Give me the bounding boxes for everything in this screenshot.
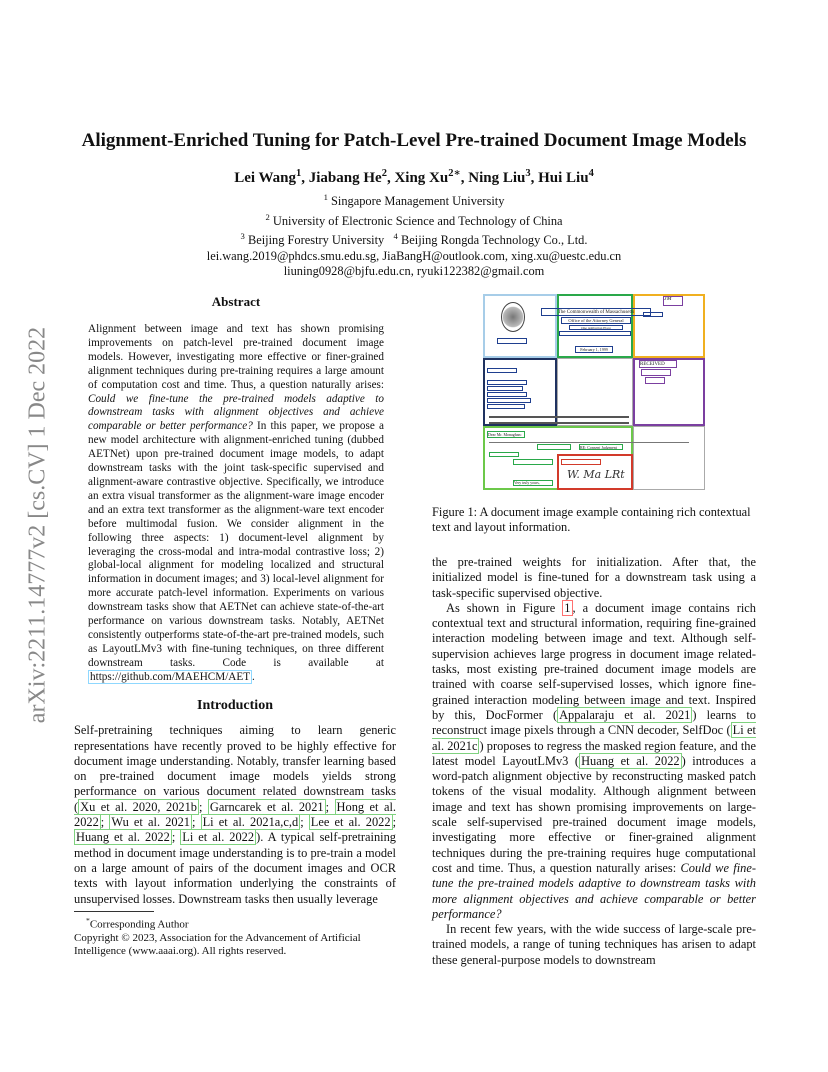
doc-token [645,377,665,384]
doc-token [487,386,523,391]
copyright-notice: Copyright © 2023, Association for the Advancement of Artificial Intelligence (www.aaai.org). All rights reserved. [74,931,361,957]
research-question: Could we fine-tune the pre-trained models adaptive to downstream tasks with more alignment objectives and achieve comparable or better performance? [432,860,756,921]
abstract-body: Alignment between image and text has shown promising improvements on patch-level pre-trained document image models. However, investigating more effective or finer-grained alignment techniques during pre-training requires a large amount of computation cost and time. Thus, a question naturally arises: Could we fine-tune the pre-trained models adaptive to downstream tasks with alignment objectives and achieve comparable or better performance? In this paper, we propose a new model architecture with alignment-enriched tuning (dubbed AETNet) upon pre-trained document image models, to adapt downstream tasks with the joint task-specific supervised and alignment-aware contrastive objective. Specifically, we introduce an extra visual transformer as the alignment-ware image encoder and an extra text transformer as the alignment-ware text encoder before multimodal fusion. We consider alignment in the following three aspects: 1) document-level alignment by leveraging the cross-modal and intra-modal contrastive loss; 2) global-local alignment for modeling localized and structural information in document images; and 3) local-level alignment for more accurate patch-level information. Experiments on various downstream tasks show that AETNet can achieve state-of-the-art performance on various downstream tasks. Notably, AETNet consistently outperforms state-of-the-art pre-trained models, such as LayoutLMv3 with fine-tuning techniques, on three different downstream tasks. Code is available at https://github.com/MAEHCM/AET . [88,323,384,683]
doc-re-text: RE: Consent Judgment [579,444,623,450]
citation[interactable]: Li et al. 2021c [432,723,756,753]
doc-closing: Very truly yours, [513,480,553,486]
doc-token [487,392,527,397]
footnote-area [74,911,396,958]
citation[interactable]: Lee et al. 2022 [310,815,391,830]
citation[interactable]: Li et al. 2021a,c,d [202,815,299,830]
doc-token [513,459,553,465]
doc-token [561,459,601,465]
doc-token [643,312,663,317]
citation[interactable]: Garncarek et al. 2021 [209,799,324,814]
author: Ning Liu [468,170,526,186]
doc-token [537,444,571,450]
author-list: Lei Wang$^1$, Jiabang He$^2$, Xing $Xu^{2∗}$, Ning Liu$^3$, Hui Liu$^4$ [234,168,594,186]
paragraph: In recent few years, with the wide success of large-scale pre-trained models, a range of tuning techniques has arisen to adapt these general-purpose models to downstream [432,922,756,967]
abstract-question: Could we fine-tune the pre-trained models adaptive to downstream tasks with alignment objectives and achieve comparable or better performance? [88,392,384,433]
citation[interactable]: Wu et al. 2021 [111,815,190,830]
citation[interactable]: Huang et al. 2022 [581,753,680,768]
citation[interactable]: Huang et al. 2022 [76,830,170,845]
author: Lei Wang [234,170,297,186]
affiliations [0,190,828,280]
arxiv-id: arXiv:2211.14777v2 [cs.CV] 1 Dec 2022 [24,326,51,724]
received-stamp: RECEIVED [639,360,677,368]
footnote-rule [74,911,154,912]
paper-title: Alignment-Enriched Tuning for Patch-Level Pre-trained Document Image Models [81,130,747,151]
introduction-heading: Introduction [197,698,273,713]
doc-date-text: February 1, 1999 [575,346,613,353]
abstract-section [88,294,384,685]
figure-ref[interactable]: 1 [564,600,571,615]
doc-line [489,416,629,418]
author: Hui Liu [538,170,589,186]
doc-token [559,331,631,336]
doc-salutation: Dear Mr. Monaghan: [487,431,525,438]
abstract-heading: Abstract [211,294,261,309]
stamp-mark: JM [663,296,683,306]
citation[interactable]: Xu et al. 2020, 2021b [80,799,197,814]
doc-token [487,398,531,403]
paragraph: the pre-trained weights for initialization. After that, the initialized model is fine-tuned for a downstream task using a task-specific supervised objective. [432,555,756,600]
affiliation-1: $^1$ Singapore Management University [323,192,505,209]
citation[interactable]: Appalaraju et al. 2021 [559,707,691,722]
affiliation-2: $^2$ University of Electronic Science and Technology of China [265,211,563,228]
signature-scribble: W. Ma LRt [567,468,625,481]
doc-token [487,380,527,385]
intro-paragraph: Self-pretraining techniques aiming to learn generic representations have recently proved to be highly effective for document image understanding. Notably, transfer learning based on pre-trained document image models yields strong performance on various document related downstream tasks ( Xu et al. 2020, 2021b ; Garncarek et al. 2021 ; Hong et al. 2022 ; Wu et al. 2021 ; Li et al. 2021a,c,d ; Lee et al. 2022 ; Huang et al. 2022 ; Li et al. 2022 ). A typical self-pretraining method in document image understanding is to pre-train a model on a large amount of pairs of the document images and OCR texts with layout information underlying the constraints of unsupervised losses. Downstream tasks then usually leverage [74,723,397,906]
doc-header-text: The Commonwealth of Massachusetts [541,308,651,316]
emails-line-2: liuning0928@bjfu.edu.cn, ryuki122382@gmail.com [283,264,545,279]
citation[interactable]: Li et al. 2022 [182,830,255,845]
figure-1 [483,294,707,490]
doc-sub-text: Office of the Attorney General [561,317,631,324]
region-empty [633,426,705,490]
introduction-section [74,698,396,907]
code-link[interactable]: https://github.com/MAEHCM/AET [90,670,251,683]
doc-token [487,368,517,373]
seal-icon [501,302,525,332]
paragraph: As shown in Figure 1 , a document image contains rich contextual text and structural information, requiring fine-grained interaction modeling between image and text. Although self-supervision achieves large progress in document image related-tasks, most existing pre-trained document image models are trained with coarse self-supervised losses, which ignore fine-grained interaction modeling between image and text. Inspired by this, DocFormer ( Appalaraju et al. 2021 ) learns to reconstruct image pixels through a CNN decoder, SelfDoc ( Li et al. 2021c ) proposes to regress the masked region feature, and the latest model LayoutLMv3 ( Huang et al. 2022 ) introduces a word-patch alignment objective by reconstructing masked patch tokens of the visual modality. Although alignment between image and text has shown promising improvements on large-scale self-supervised pre-trained document image models, investigating more effective or finer-grained alignment techniques during the pre-training requires huge computational cost and time. Thus, a question naturally arises: Could we fine-tune the pre-trained models adaptive to downstream tasks with more alignment objectives and achieve comparable or better performance? [432,600,757,921]
figure-1-caption: Figure 1: A document image example containing rich contextual text and layout information. [432,505,751,534]
doc-line [489,442,689,443]
doc-token [489,452,519,457]
affiliation-3-4: $^3$ Beijing Forestry University $^4$ Beijing Rongda Technology Co., Ltd. [240,231,588,248]
doc-token [497,338,527,344]
author: Jiabang He [308,170,382,186]
doc-line [489,422,629,424]
doc-token [487,404,525,409]
doc-token [641,369,671,376]
footnote-corresponding: *Corresponding Author [86,916,189,931]
emails-line-1: lei.wang.2019@phdcs.smu.edu.sg, JiaBangH@outlook.com, xing.xu@uestc.edu.cn [206,248,622,263]
right-column-text [432,555,756,968]
citation[interactable]: Hong et al. 2022 [74,799,396,830]
arxiv-sidebar [18,290,58,760]
author: Xing Xu [394,170,449,186]
doc-address-text: One Ashburton Place [569,325,623,330]
